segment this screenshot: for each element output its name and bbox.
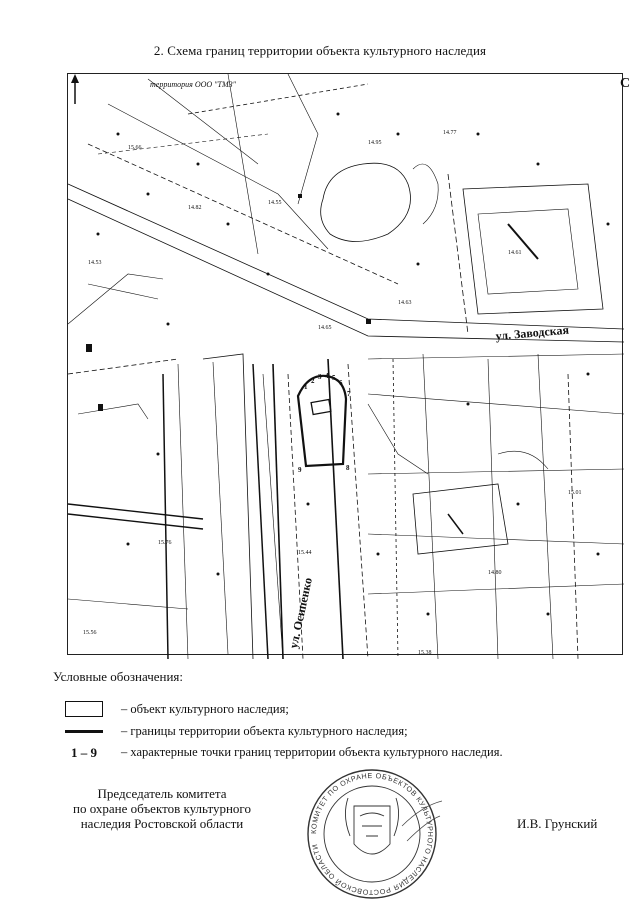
svg-text:14.82: 14.82 (188, 205, 202, 211)
building-long-west (203, 354, 253, 659)
svg-text:14.53: 14.53 (88, 260, 102, 266)
boundary-point-label: 9 (298, 466, 302, 474)
legend-points-symbol: 1 – 9 (71, 745, 97, 760)
position-line: Председатель комитета (97, 786, 227, 801)
oval-plot (321, 163, 411, 241)
boundary-point-label: 4 (325, 372, 329, 380)
heritage-object (311, 400, 331, 415)
svg-text:15.01: 15.01 (568, 490, 582, 496)
site-plan-drawing (68, 74, 624, 656)
road-edge-north (68, 184, 624, 329)
position-line: по охране объектов культурного (73, 801, 251, 816)
boundary-point-label: 2 (311, 377, 315, 385)
legend-item (53, 743, 613, 763)
svg-text:14.65: 14.65 (318, 325, 332, 331)
svg-text:15.56: 15.56 (83, 630, 97, 636)
north-arrow-icon (68, 74, 82, 104)
svg-text:15.66: 15.66 (128, 145, 142, 151)
svg-text:14.61: 14.61 (508, 250, 522, 256)
position-line: наследия Ростовской области (80, 816, 244, 831)
street-label-osipenko: ул. Осипенко (286, 576, 315, 650)
boundary-point-label: 5 (332, 374, 336, 382)
boundary-point-label: 8 (346, 464, 350, 472)
signatory-position (54, 786, 270, 831)
boundary-point-label: 6 (339, 379, 343, 387)
legend-title: Условные обозначения: (53, 669, 184, 684)
official-seal-stamp (302, 766, 442, 902)
signatory-name: И.В. Грунский (517, 816, 598, 831)
legend-boundary-symbol (65, 730, 103, 733)
legend-item (53, 700, 613, 720)
legend-item-text: – характерные точки границ территории объекта культурного наследия. (121, 745, 503, 759)
svg-text:14.55: 14.55 (268, 200, 282, 206)
legend-item (53, 722, 613, 742)
site-plan-map (67, 73, 631, 656)
svg-text:КОМИТЕТ ПО ОХРАНЕ ОБЪЕКТОВ КУЛ (309, 771, 435, 897)
svg-text:14.77: 14.77 (443, 130, 457, 136)
boundary-point-label: 7 (347, 390, 351, 398)
svg-text:15.76: 15.76 (158, 540, 172, 546)
legend-item-text: – границы территории объекта культурного наследия; (121, 724, 408, 738)
legend-item-text: – объект культурного наследия; (121, 702, 289, 716)
boundary-point-label: 3 (318, 373, 322, 381)
road-edge-south (68, 199, 624, 342)
street-label-zavodskaya: ул. Заводская (495, 322, 570, 343)
svg-text:14.80: 14.80 (488, 570, 502, 576)
boundary-point-label: 1 (304, 383, 308, 391)
svg-text:14.95: 14.95 (368, 140, 382, 146)
svg-text:15.38: 15.38 (418, 650, 432, 656)
svg-text:14.63: 14.63 (398, 300, 412, 306)
territory-label: территория ООО "ТМЗ" (150, 80, 236, 89)
north-label: С (620, 76, 631, 91)
legend-object-symbol (65, 701, 103, 717)
page-title: 2. Схема границ территории объекта культурного наследия (153, 43, 487, 58)
building-ne (463, 184, 603, 314)
seal-text: КОМИТЕТ ПО ОХРАНЕ ОБЪЕКТОВ КУЛЬТУРНОГО НАСЛЕДИЯ РОСТОВСКОЙ ОБЛАСТИ (308, 770, 436, 898)
svg-text:15.44: 15.44 (298, 550, 312, 556)
